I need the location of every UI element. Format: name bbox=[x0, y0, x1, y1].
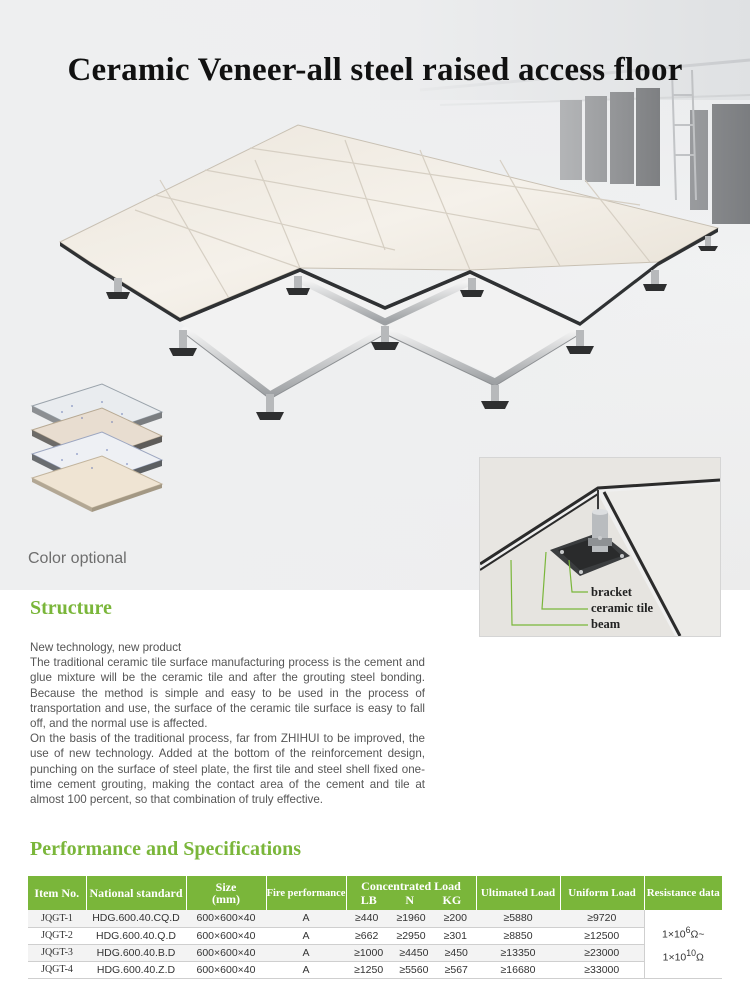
performance-heading: Performance and Specifications bbox=[30, 838, 302, 860]
header-resistance-data: Resistance data bbox=[644, 876, 722, 910]
resistance-line-2 bbox=[645, 944, 723, 967]
callout-ceramic-tile: ceramic tile bbox=[591, 601, 654, 615]
cell-item: JQGT-4 bbox=[28, 961, 86, 978]
header-size-label: Size bbox=[215, 880, 237, 894]
callout-lines bbox=[470, 500, 600, 640]
cell-item: JQGT-3 bbox=[28, 944, 86, 961]
header-uniform-load: Uniform Load bbox=[560, 876, 644, 910]
cell-kg: ≥567 bbox=[444, 963, 468, 976]
cell-lb: ≥662 bbox=[355, 929, 379, 942]
cell-kg: ≥450 bbox=[444, 946, 468, 959]
header-size bbox=[186, 876, 266, 910]
callout-bracket: bracket bbox=[591, 585, 632, 599]
cell-ultimate: ≥13350 bbox=[476, 944, 560, 961]
resistance-1-prefix: 1×10 bbox=[661, 928, 686, 941]
cell-resistance bbox=[644, 910, 722, 978]
resistance-line-1 bbox=[645, 921, 723, 944]
resistance-2-exp: 10 bbox=[686, 947, 697, 958]
cell-standard: HDG.600.40.Z.D bbox=[86, 961, 186, 978]
cell-kg: ≥301 bbox=[443, 929, 467, 942]
table-row bbox=[28, 944, 722, 961]
color-optional-caption: Color optional bbox=[28, 550, 127, 567]
header-concentrated-load bbox=[346, 876, 476, 910]
specifications-table bbox=[28, 876, 722, 979]
raised-floor-illustration bbox=[0, 0, 750, 440]
cell-concentrated-load bbox=[346, 927, 476, 944]
header-fire-performance: Fire performance bbox=[266, 876, 346, 910]
cell-uniform: ≥33000 bbox=[560, 961, 644, 978]
header-national-standard: National standard bbox=[86, 876, 186, 910]
table-row bbox=[28, 927, 722, 944]
cell-item: JQGT-2 bbox=[28, 927, 86, 944]
resistance-2-prefix: 1×10 bbox=[662, 951, 687, 964]
cell-n: ≥1960 bbox=[396, 912, 426, 925]
cell-kg: ≥200 bbox=[443, 912, 467, 925]
cell-size: 600×600×40 bbox=[186, 927, 266, 944]
cell-ultimate: ≥16680 bbox=[476, 961, 560, 978]
cell-concentrated-load bbox=[346, 944, 476, 961]
cell-standard: HDG.600.40.CQ.D bbox=[86, 910, 186, 927]
cell-n: ≥5560 bbox=[399, 963, 429, 976]
header-ultimated-load: Ultimated Load bbox=[476, 876, 560, 910]
cell-fire: A bbox=[266, 944, 346, 961]
cell-uniform: ≥12500 bbox=[560, 927, 644, 944]
cell-size: 600×600×40 bbox=[186, 944, 266, 961]
page-title: Ceramic Veneer-all steel raised access floor bbox=[67, 52, 683, 88]
cell-size: 600×600×40 bbox=[186, 961, 266, 978]
cell-concentrated-load bbox=[346, 961, 476, 978]
header-lb: LB bbox=[360, 892, 377, 907]
cell-standard: HDG.600.40.B.D bbox=[86, 944, 186, 961]
cell-uniform: ≥9720 bbox=[560, 910, 644, 927]
cell-concentrated-load bbox=[346, 910, 476, 927]
resistance-1-exp: 6 bbox=[685, 925, 691, 936]
structure-paragraph-1: New technology, new product bbox=[30, 641, 182, 654]
header-kg: KG bbox=[442, 892, 462, 907]
table-row bbox=[28, 910, 722, 927]
header-size-unit: (mm) bbox=[212, 892, 240, 906]
cell-fire: A bbox=[266, 910, 346, 927]
cell-standard: HDG.600.40.Q.D bbox=[86, 927, 186, 944]
cell-ultimate: ≥5880 bbox=[476, 910, 560, 927]
structure-paragraph-2: The traditional ceramic tile surface manufacturing process is the cement and glue mixture will be the ceramic tile and after the grouting steel bonding. Because the method is simple and easy to be used in the process of transportation and use, the surface of the ceramic tile surface is easy to fall off, and the normal use is affected. bbox=[30, 656, 425, 731]
table-row bbox=[28, 961, 722, 978]
cell-item: JQGT-1 bbox=[28, 910, 86, 927]
callout-beam: beam bbox=[591, 617, 621, 631]
cell-ultimate: ≥8850 bbox=[476, 927, 560, 944]
cell-size: 600×600×40 bbox=[186, 910, 266, 927]
header-item-no: Item No. bbox=[28, 876, 86, 910]
header-concentrated-load-label: Concentrated Load bbox=[361, 878, 461, 893]
header-load-units bbox=[347, 893, 476, 908]
structure-description bbox=[30, 640, 425, 807]
resistance-2-suffix: Ω bbox=[696, 951, 704, 964]
cell-fire: A bbox=[266, 927, 346, 944]
cell-n: ≥4450 bbox=[399, 946, 429, 959]
cell-lb: ≥1250 bbox=[354, 963, 384, 976]
cell-lb: ≥440 bbox=[355, 912, 379, 925]
cell-n: ≥2950 bbox=[396, 929, 426, 942]
resistance-1-suffix: Ω~ bbox=[690, 928, 705, 941]
cell-uniform: ≥23000 bbox=[560, 944, 644, 961]
structure-heading: Structure bbox=[30, 597, 112, 619]
color-samples-image bbox=[22, 378, 172, 518]
structure-paragraph-3: On the basis of the traditional process, far from ZHIHUI to be improved, the use of new technology. Added at the bottom of the reinforcement design, punching on the surface of steel plate, the first tile and steel shell fixed one-time cement grouting, making the contact area of the cement and tile at almost 100 percent, so that combination of truly effective. bbox=[30, 732, 425, 807]
header-n: N bbox=[405, 892, 414, 907]
cell-lb: ≥1000 bbox=[354, 946, 384, 959]
cell-fire: A bbox=[266, 961, 346, 978]
